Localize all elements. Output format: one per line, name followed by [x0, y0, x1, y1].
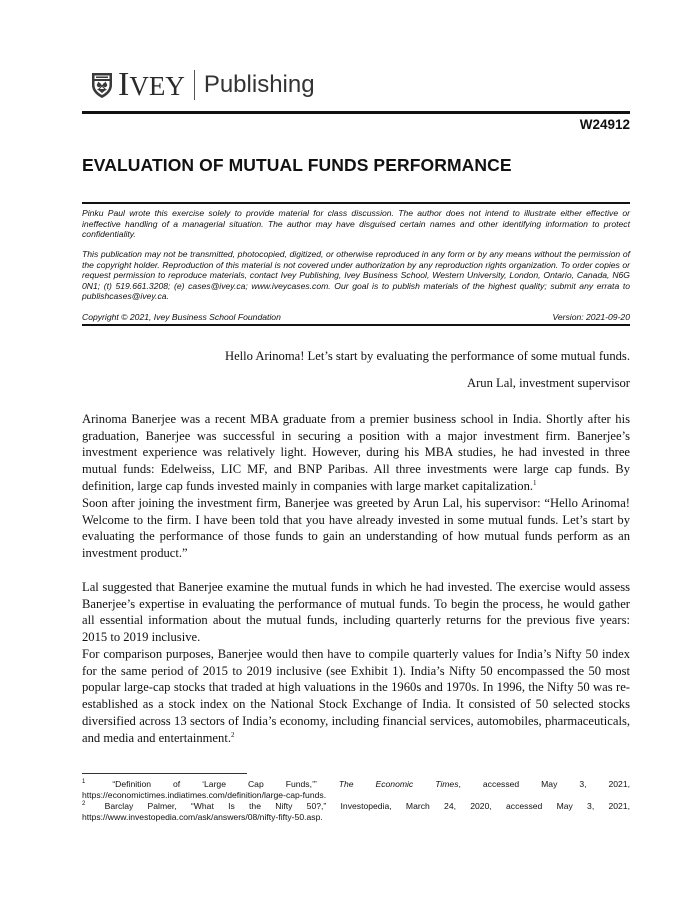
footnote-number: 1 — [82, 779, 86, 786]
authorship-disclaimer: Pinku Paul wrote this exercise solely to provide material for class discussion. The author does not intend to illustrate either effective or ineffective handling of a managerial situation. The author may have disguised certain names and other identifying information to protect confidentiality. — [82, 208, 630, 240]
title-rule — [82, 202, 630, 204]
footnote-link[interactable]: https://economictimes.indiatimes.com/definition/large-cap-funds. — [82, 789, 327, 800]
header-rule — [82, 111, 630, 114]
copyright-disclaimer: This publication may not be transmitted, photocopied, digitized, or otherwise reproduced in any form or by any means without the permission of the copyright holder. Reproduction of this material is not covered under authorization by any reproduction rights organization. To order copies or request permission to reproduce materials, contact Ivey Publishing, Ivey Business School, Western University, London, Ontario, Canada, N6G 0N1; (t) 519.661.3208; (e) cases@ivey.ca; www.iveycases.com. Our goal is to publish materials of the highest quality; submit any errata to publishcases@ivey.ca. — [82, 249, 630, 302]
copyright-rule — [82, 324, 630, 326]
epigraph-attribution: Arun Lal, investment supervisor — [467, 376, 630, 390]
publishing-label: Publishing — [203, 71, 315, 98]
ivey-publishing-logo — [90, 66, 315, 104]
logo-divider — [194, 70, 195, 100]
footnote-number: 2 — [82, 801, 86, 808]
document-title: EVALUATION OF MUTUAL FUNDS PERFORMANCE — [82, 155, 512, 175]
copyright-text: Copyright © 2021, Ivey Business School Foundation — [82, 312, 281, 322]
footnote-2: $^2$ Barclay Palmer, “What Is the Nifty 50?,” Investopedia, March 24, 2020, accessed May 3, 2021, https://www.investopedia.com/ask/answers/08/nifty-fifty-50.asp. — [82, 801, 630, 822]
version-text: Version: 2021-09-20 — [552, 312, 630, 322]
footnote-link[interactable]: https://www.investopedia.com/ask/answers/08/nifty-fifty-50.asp. — [82, 811, 323, 822]
footnote-1: $^1$ “Definition of ‘Large Cap Funds,’” The Economic Times, accessed May 3, 2021, https://economictimes.indiatimes.com/definition/large-cap-funds. — [82, 779, 630, 800]
body-paragraph-4: For comparison purposes, Banerjee would then have to compile quarterly values for India’s Nifty 50 index for the same period of 2015 to 2019 inclusive (see Exhibit 1). India’s Nifty 50 encompassed the 50 most popular large-cap stocks that traded at high valuations in the 1960s and 1970s. In 1996, the Nifty 50 was re-established as a stock index on the National Stock Exchange of India. It consisted of 50 selected stocks diversified across 13 sectors of India’s economy, including financial services, automobiles, pharmaceuticals, and media and entertainment.$^2$ — [82, 647, 630, 745]
case-number: W24912 — [579, 117, 630, 132]
body-paragraph-3: Lal suggested that Banerjee examine the mutual funds in which he had invested. The exercise would assess Banerjee’s expertise in evaluating the performance of mutual funds. To begin the process, he would gather all essential information about the mutual funds, including quarterly returns for the previous five years: 2015 to 2019 inclusive. — [82, 580, 630, 645]
footnote-ref-2[interactable]: 2 — [230, 730, 235, 739]
shield-crest-icon — [90, 71, 114, 99]
ivey-wordmark: IVEY — [118, 66, 185, 103]
body-paragraph-2: Soon after joining the investment firm, Banerjee was greeted by Arun Lal, his supervisor: “Hello Arinoma! Welcome to the firm. I have been told that you have already invested in some mutual funds. Let’s start by evaluating the performance of those funds to gain an understanding of how mutual funds perform as an investment product.” — [82, 496, 630, 561]
footnote-ref-1[interactable]: 1 — [533, 478, 537, 487]
footnote-separator — [82, 773, 247, 774]
body-paragraph-1: Arinoma Banerjee was a recent MBA graduate from a premier business school in India. Shortly after his graduation, Banerjee was successful in securing a position with a major investment firm. Banerjee’s investment experience was relatively light. However, during his MBA studies, he had invested in three mutual funds: Edelweiss, LIC MF, and BNP Paribas. All three investments were large cap funds. By definition, large cap funds invested mainly in companies with large market capitalization.$^1$ — [82, 412, 630, 493]
copyright-row — [82, 312, 630, 322]
epigraph-quote: Hello Arinoma! Let’s start by evaluating the performance of some mutual funds. — [225, 349, 630, 363]
